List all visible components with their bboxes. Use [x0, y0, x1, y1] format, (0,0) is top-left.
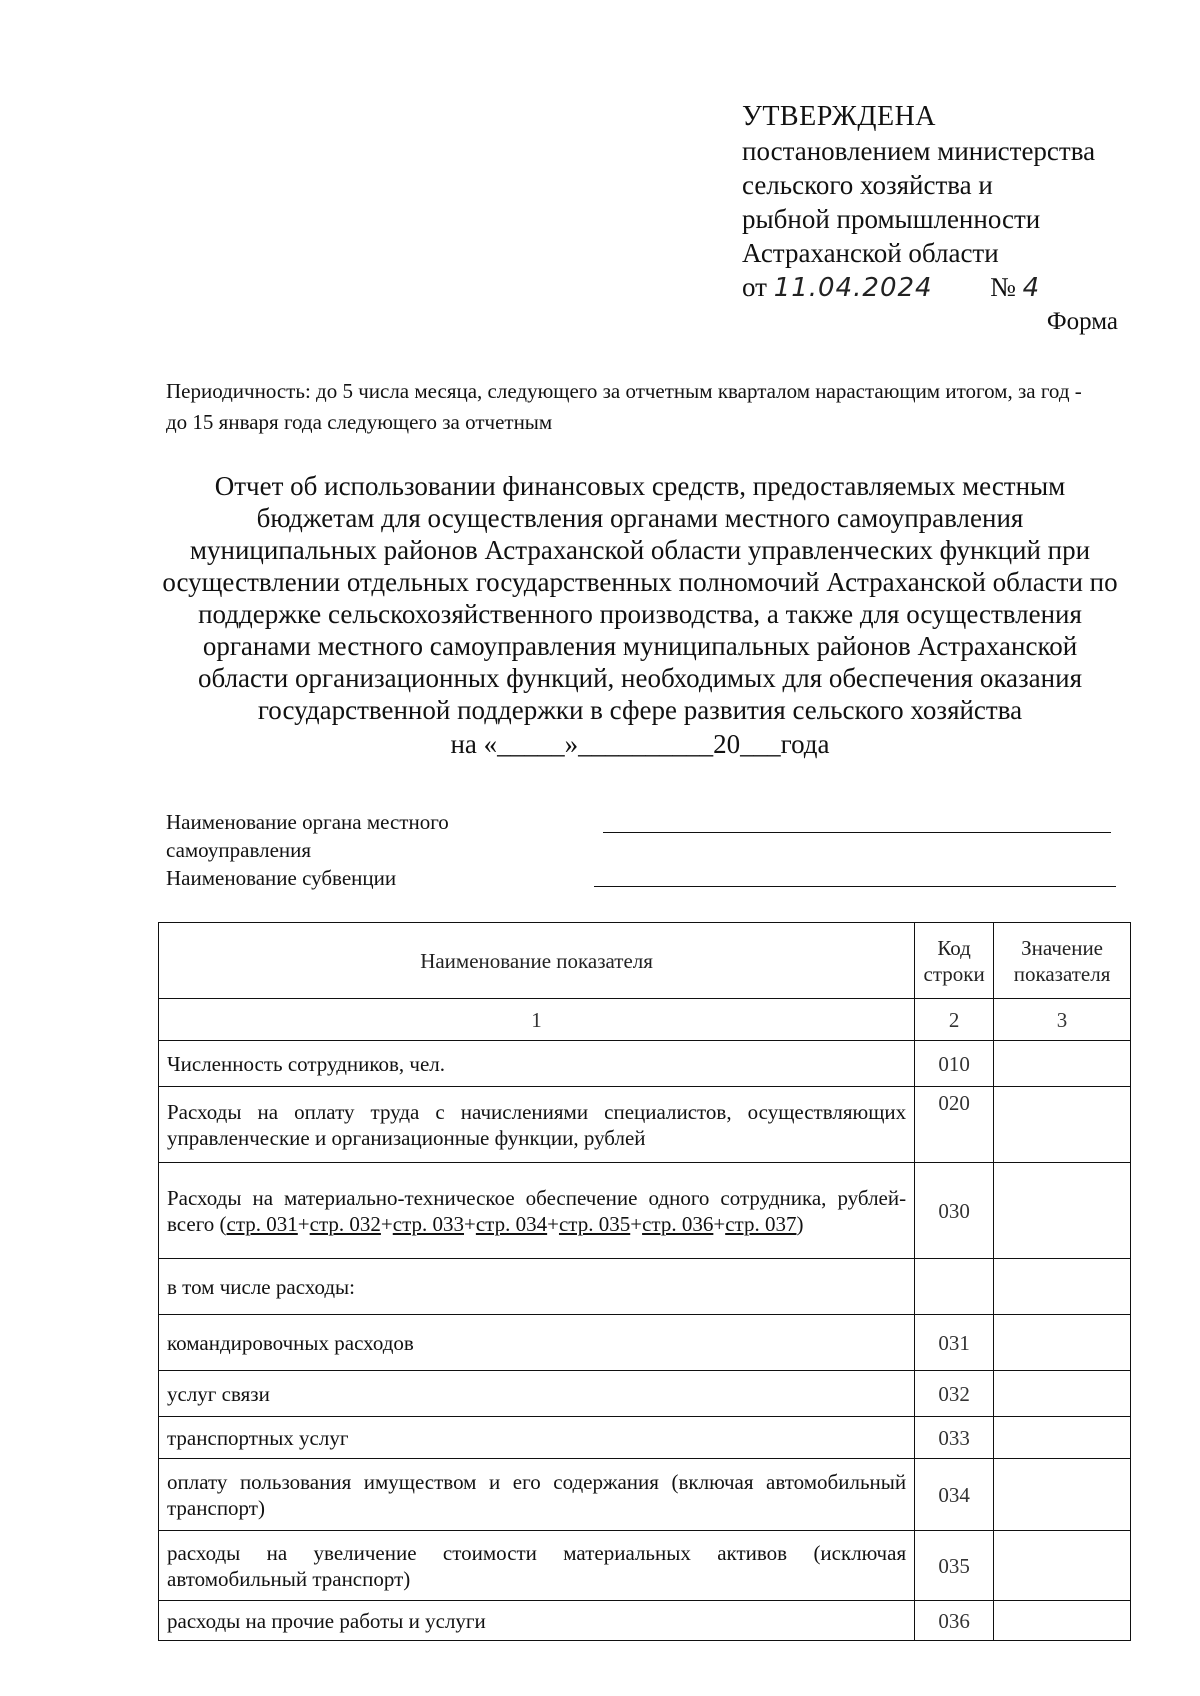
table-row: [159, 1417, 1131, 1459]
row-name: расходы на прочие работы и услуги: [159, 1601, 915, 1641]
row-name: услуг связи: [159, 1371, 915, 1417]
handwritten-number: 4: [1022, 273, 1041, 303]
table-row: [159, 1315, 1131, 1371]
table-row: [159, 1041, 1131, 1087]
org-body-row: [166, 808, 1126, 864]
header-indicator-value: Значение показателя: [994, 923, 1131, 999]
row-ref: стр. 037: [725, 1211, 797, 1236]
report-title-text: Отчет об использовании финансовых средств, предоставляемых местным бюджетам для осуществления органами местного самоуправления муниципальных районов Астраханской области управленческих функций при осуществлении отдельных государственных полномочий Астраханской области по поддержке сельскохозяйственного производства, а также для осуществления органами местного самоуправления муниципальных районов Астраханской области организационных функций, необходимых для обеспечения оказания государственной поддержки в сфере развития сельского хозяйства: [162, 471, 1118, 725]
header-indicator-name: Наименование показателя: [159, 923, 915, 999]
form-label: Форма: [1046, 308, 1118, 335]
approval-line: Астраханской области: [742, 238, 999, 268]
approval-date-row: [742, 270, 1142, 305]
date-prefix: от: [742, 272, 767, 302]
report-date-line: на «_____»__________20___года: [450, 729, 830, 759]
org-block: [166, 808, 1126, 894]
row-value-cell[interactable]: [994, 1041, 1131, 1087]
row-value-cell[interactable]: [994, 1371, 1131, 1417]
handwritten-date: 11.04.2024: [773, 273, 933, 303]
periodicity-text: Периодичность: до 5 числа месяца, следующего за отчетным кварталом нарастающим итогом, за год - до 15 января года следующего за отчетным: [166, 379, 1082, 434]
table-row: [159, 1163, 1131, 1259]
row-ref: стр. 033: [392, 1211, 465, 1236]
approval-line: сельского хозяйства и: [742, 170, 993, 200]
row-name-end: ): [796, 1211, 804, 1236]
approval-block: [742, 100, 1142, 305]
report-title: [160, 470, 1120, 760]
row-name: Численность сотрудников, чел.: [159, 1041, 915, 1087]
row-ref: стр. 031: [226, 1211, 298, 1236]
row-ref: стр. 036: [642, 1211, 714, 1236]
column-number: 2: [915, 999, 994, 1041]
table-row: [159, 1087, 1131, 1163]
row-code: 031: [915, 1315, 994, 1371]
subvention-fill-line[interactable]: [594, 886, 1116, 887]
row-code: 020: [915, 1087, 994, 1163]
row-name: в том числе расходы:: [159, 1259, 915, 1315]
table-row: [159, 1459, 1131, 1531]
row-code: 035: [915, 1531, 994, 1601]
row-name: Расходы на материально-техническое обеспечение одного сотрудника, рублей-всего (стр. 031+стр. 032+стр. 033+стр. 034+стр. 035+стр. 036+стр. 037): [159, 1163, 915, 1259]
row-code: 036: [915, 1601, 994, 1641]
header-row-code: Код строки: [915, 923, 994, 999]
row-value-cell[interactable]: [994, 1459, 1131, 1531]
row-name: транспортных услуг: [159, 1417, 915, 1459]
row-value-cell[interactable]: [994, 1601, 1131, 1641]
table-row: [159, 1531, 1131, 1601]
number-prefix: №: [990, 272, 1016, 302]
row-name: командировочных расходов: [159, 1315, 915, 1371]
row-name: расходы на увеличение стоимости материальных активов (исключая автомобильный транспорт): [159, 1531, 915, 1601]
subvention-row: [166, 864, 1126, 894]
row-value-cell[interactable]: [994, 1163, 1131, 1259]
row-ref: стр. 035: [558, 1211, 631, 1236]
org-body-label: Наименование органа местного самоуправления: [166, 810, 449, 862]
org-body-fill-line[interactable]: [603, 832, 1111, 833]
row-name: Расходы на оплату труда с начислениями специалистов, осуществляющих управленческие и организационные функции, рублей: [159, 1087, 915, 1163]
row-ref: стр. 032: [309, 1211, 381, 1236]
row-name-start: Расходы на материально-техническое обеспечение одного сотрудника, рублей-всего (: [167, 1185, 907, 1236]
row-code: 030: [915, 1163, 994, 1259]
row-value-cell[interactable]: [994, 1315, 1131, 1371]
table-row: [159, 1601, 1131, 1641]
approval-line: рыбной промышленности: [742, 204, 1041, 234]
row-code: [915, 1259, 994, 1315]
column-number: 3: [994, 999, 1131, 1041]
approval-line: постановлением министерства: [742, 136, 1096, 166]
row-value-cell[interactable]: [994, 1531, 1131, 1601]
table-row: [159, 1371, 1131, 1417]
column-number-row: [159, 999, 1131, 1041]
row-value-cell[interactable]: [994, 1087, 1131, 1163]
row-name: оплату пользования имуществом и его содержания (включая автомобильный транспорт): [159, 1459, 915, 1531]
row-code: 034: [915, 1459, 994, 1531]
column-number: 1: [159, 999, 915, 1041]
subvention-label: Наименование субвенции: [166, 866, 397, 890]
table-row: [159, 1259, 1131, 1315]
approval-heading: УТВЕРЖДЕНА: [742, 101, 937, 132]
row-code: 033: [915, 1417, 994, 1459]
row-ref: стр. 034: [475, 1211, 548, 1236]
row-value-cell[interactable]: [994, 1417, 1131, 1459]
row-value-cell[interactable]: [994, 1259, 1131, 1315]
row-code: 010: [915, 1041, 994, 1087]
row-code: 032: [915, 1371, 994, 1417]
table-header-row: [159, 923, 1131, 999]
report-table: [158, 922, 1131, 1641]
